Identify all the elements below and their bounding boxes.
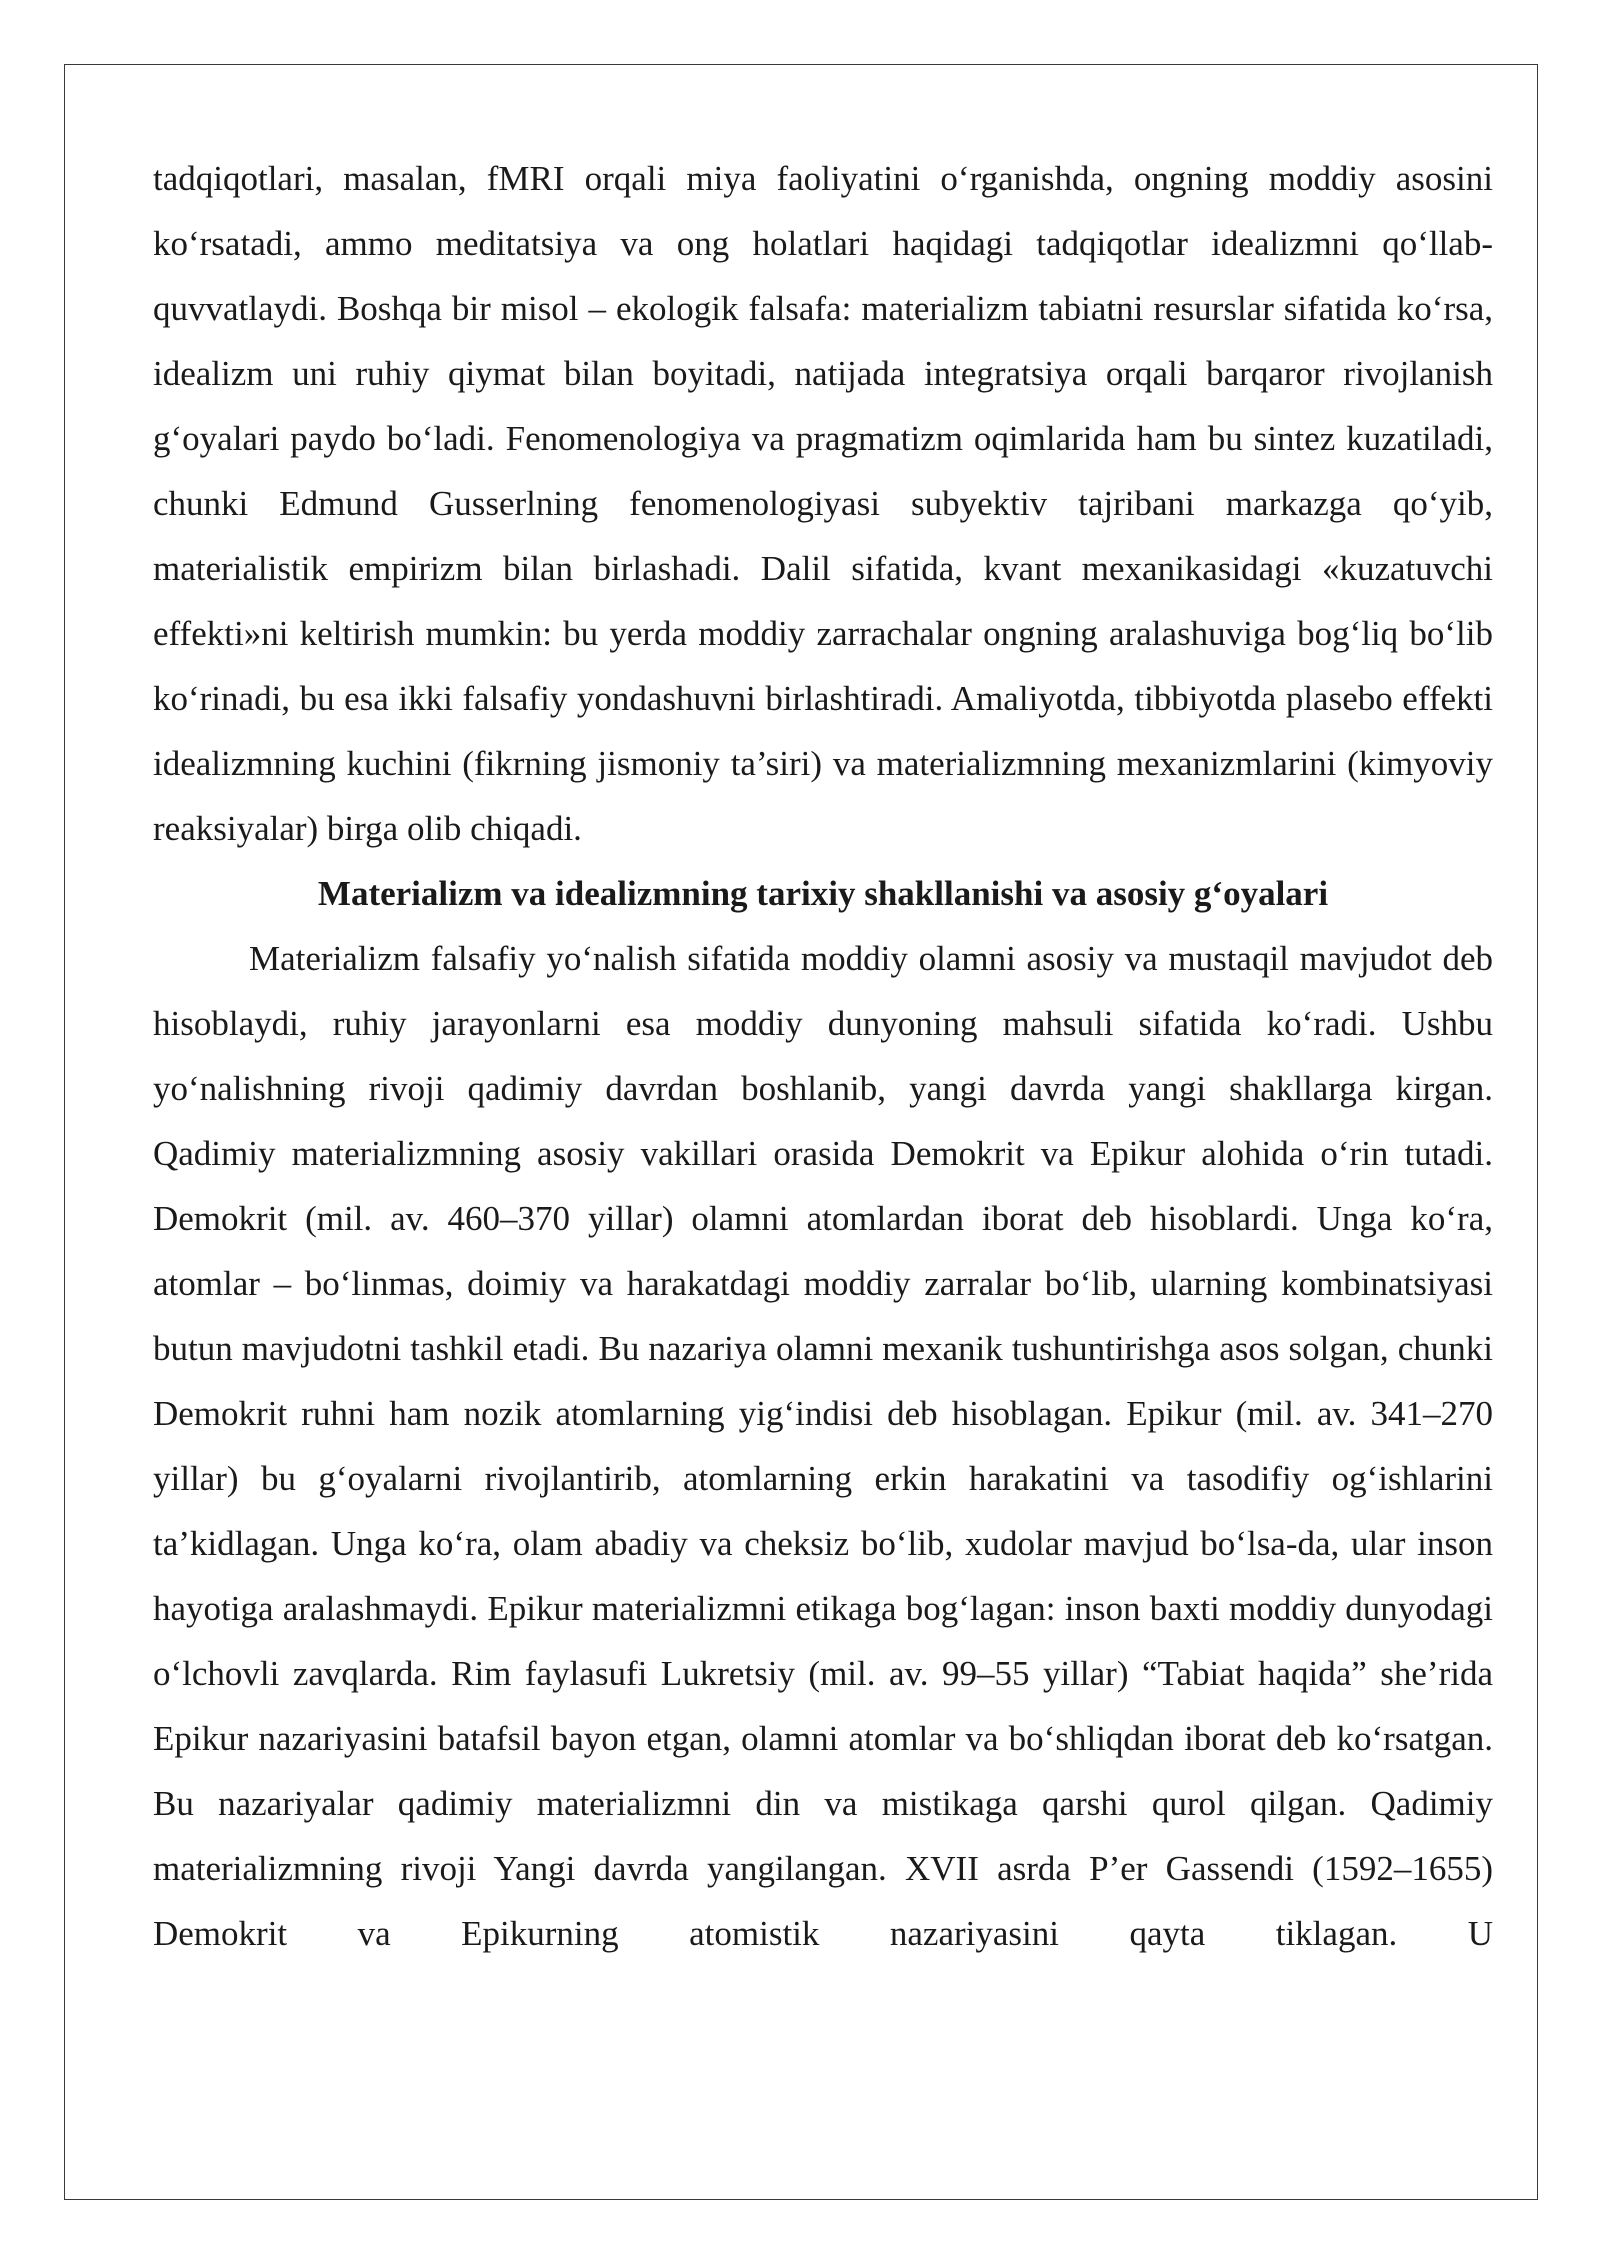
section-heading: Materializm va idealizmning tarixiy shakllanishi va asosiy g‘oyalari bbox=[317, 874, 1329, 913]
body-paragraph: Materializm falsafiy yo‘nalish sifatida moddiy olamni asosiy va mustaqil mavjudot deb hisoblaydi, ruhiy jarayonlarni esa moddiy dunyoning mahsuli sifatida ko‘radi. Ushbu yo‘nalishning rivoji qadimiy davrdan boshlanib, yangi davrda yangi shakllarga kirgan. Qadimiy materializmning asosiy vakillari orasida Demokrit va Epikur alohida o‘rin tutadi. Demokrit (mil. av. 460–370 yillar) olamni atomlardan iborat deb hisoblardi. Unga ko‘ra, atomlar – bo‘linmas, doimiy va harakatdagi moddiy zarralar bo‘lib, ularning kombinatsiyasi butun mavjudotni tashkil etadi. Bu nazariya olamni mexanik tushuntirishga asos solgan, chunki Demokrit ruhni ham nozik atomlarning yig‘indisi deb hisoblagan. Epikur (mil. av. 341–270 yillar) bu g‘oyalarni rivojlantirib, atomlarning erkin harakatini va tasodifiy og‘ishlarini ta’kidlagan. Unga ko‘ra, olam abadiy va cheksiz bo‘lib, xudolar mavjud bo‘lsa-da, ular inson hayotiga aralashmaydi. Epikur materializmni etikaga bog‘lagan: inson baxti moddiy dunyodagi o‘lchovli zavqlarda. Rim faylasufi Lukretsiy (mil. av. 99–55 yillar) “Tabiat haqida” she’rida Epikur nazariyasini batafsil bayon etgan, olamni atomlar va bo‘shliqdan iborat deb ko‘rsatgan. Bu nazariyalar qadimiy materializmni din va mistikaga qarshi qurol qilgan. Qadimiy materializmning rivoji Yangi davrda yangilangan. XVII asrda P’er Gassendi (1592–1655) Demokrit va Epikurning atomistik nazariyasini qayta tiklagan. U bbox=[153, 939, 1493, 1953]
body-paragraph: tadqiqotlari, masalan, fMRI orqali miya faoliyatini o‘rganishda, ongning moddiy asosini ko‘rsatadi, ammo meditatsiya va ong holatlari haqidagi tadqiqotlar idealizmni qo‘llab-quvvatlaydi. Boshqa bir misol – ekologik falsafa: materializm tabiatni resurslar sifatida ko‘rsa, idealizm uni ruhiy qiymat bilan boyitadi, natijada integratsiya orqali barqaror rivojlanish g‘oyalari paydo bo‘ladi. Fenomenologiya va pragmatizm oqimlarida ham bu sintez kuzatiladi, chunki Edmund Gusserlning fenomenologiyasi subyektiv tajribani markazga qo‘yib, materialistik empirizm bilan birlashadi. Dalil sifatida, kvant mexanikasidagi «kuzatuvchi effekti»ni keltirish mumkin: bu yerda moddiy zarrachalar ongning aralashuviga bog‘liq bo‘lib ko‘rinadi, bu esa ikki falsafiy yondashuvni birlashtiradi. Amaliyotda, tibbiyotda plasebo effekti idealizmning kuchini (fikrning jismoniy ta’siri) va materializmning mexanizmlarini (kimyoviy reaksiyalar) birga olib chiqadi. bbox=[153, 159, 1493, 848]
page-content bbox=[153, 146, 1493, 1966]
